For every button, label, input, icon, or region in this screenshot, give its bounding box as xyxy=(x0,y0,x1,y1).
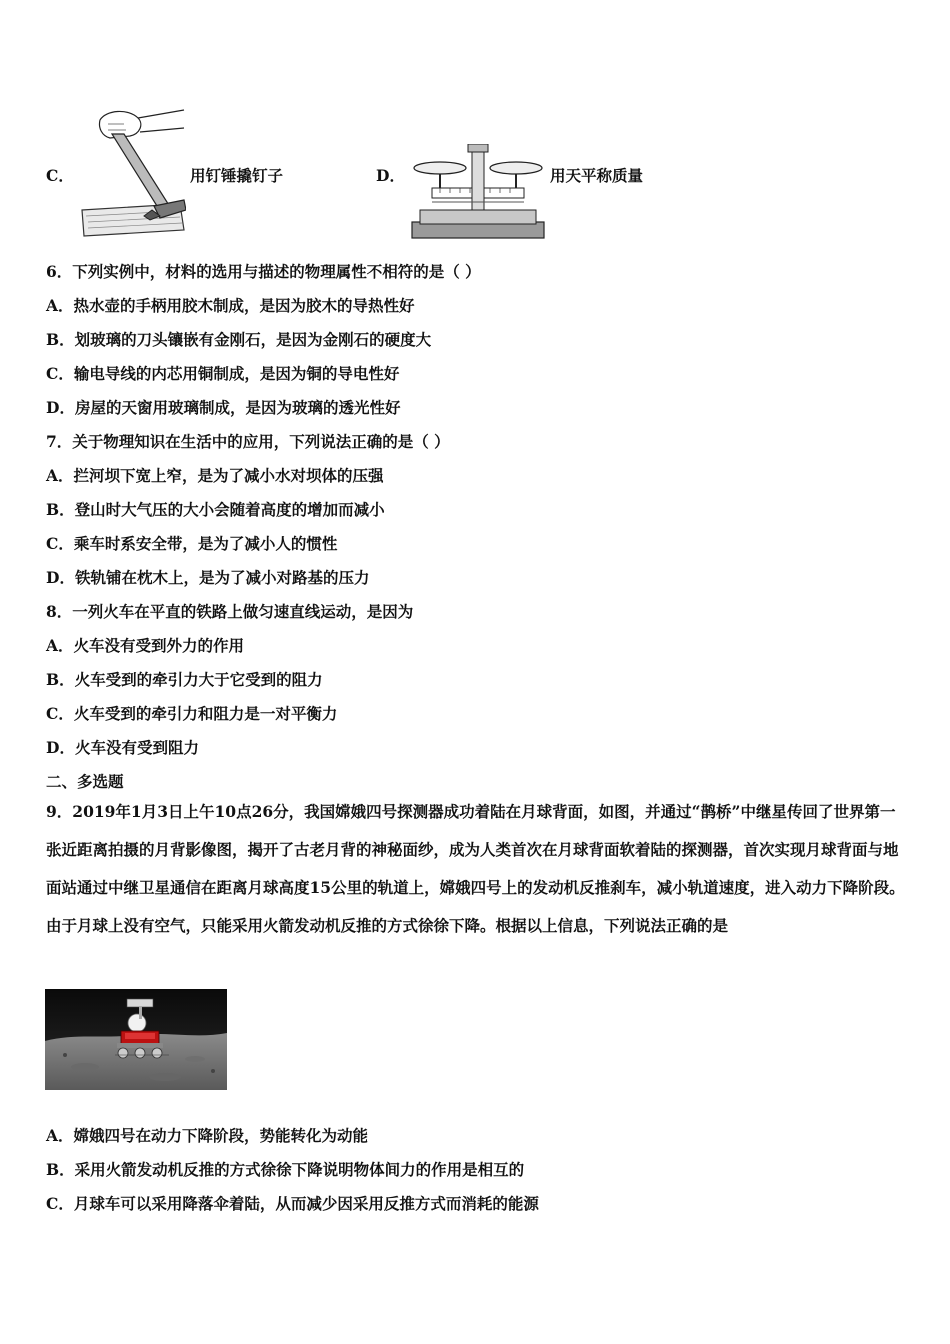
q6-option-a: A．热水壶的手柄用胶木制成，是因为胶木的导热性好 xyxy=(46,296,415,315)
q9-stem: 9．2019年1月3日上午10点26分，我国嫦娥四号探测器成功着陆在月球背面，如图，并通过“鹊桥”中继星传回了世界第一张近距离拍摄的月背影像图，揭开了古老月背的神秘面纱，成为人类首次在月球背面软着陆的探测器，首次实现月球背面与地面站通过中继卫星通信在距离月球高度15公里的轨道上，嫦娥四号上的发动机反推刹车，减小轨道速度，进入动力下降阶段。由于月球上没有空气，只能采用火箭发动机反推的方式徐徐下降。根据以上信息，下列说法正确的是 xyxy=(46,802,905,935)
balance-scale-image xyxy=(410,144,546,240)
q6-stem: 6．下列实例中，材料的选用与描述的物理属性不相符的是（ ） xyxy=(46,262,481,281)
q6-option-b: B．划玻璃的刀头镶嵌有金刚石，是因为金刚石的硬度大 xyxy=(46,330,432,349)
option-c-caption: 用钉锤撬钉子 xyxy=(190,166,284,185)
q7-stem: 7．关于物理知识在生活中的应用，下列说法正确的是（ ） xyxy=(46,432,450,451)
q8-option-c: C．火车受到的牵引力和阻力是一对平衡力 xyxy=(46,704,338,723)
hammer-prying-nail-image xyxy=(80,106,186,238)
section-title: 二、多选题 xyxy=(46,772,124,791)
option-d-caption: 用天平称质量 xyxy=(550,166,644,185)
q8-option-a: A．火车没有受到外力的作用 xyxy=(46,636,245,655)
lunar-rover-photo xyxy=(45,989,227,1090)
option-c-letter: C． xyxy=(46,166,74,185)
option-d-letter: D． xyxy=(376,166,405,185)
q7-option-b: B．登山时大气压的大小会随着高度的增加而减小 xyxy=(46,500,385,519)
q8-option-d: D．火车没有受到阻力 xyxy=(46,738,199,757)
q6-option-d: D．房屋的天窗用玻璃制成，是因为玻璃的透光性好 xyxy=(46,398,401,417)
q9-option-a: A．嫦娥四号在动力下降阶段，势能转化为动能 xyxy=(46,1126,369,1145)
q7-option-c: C．乘车时系安全带，是为了减小人的惯性 xyxy=(46,534,338,553)
q7-option-a: A．拦河坝下宽上窄，是为了减小水对坝体的压强 xyxy=(46,466,384,485)
q7-option-d: D．铁轨铺在枕木上，是为了减小对路基的压力 xyxy=(46,568,370,587)
option-c-block xyxy=(46,106,346,238)
q8-stem: 8．一列火车在平直的铁路上做匀速直线运动，是因为 xyxy=(46,602,414,621)
q9-option-b: B．采用火箭发动机反推的方式徐徐下降说明物体间力的作用是相互的 xyxy=(46,1160,525,1179)
q6-option-c: C．输电导线的内芯用铜制成，是因为铜的导电性好 xyxy=(46,364,400,383)
q8-option-b: B．火车受到的牵引力大于它受到的阻力 xyxy=(46,670,323,689)
option-d-block xyxy=(376,140,676,240)
q9-option-c: C．月球车可以采用降落伞着陆，从而减少因采用反推方式而消耗的能源 xyxy=(46,1194,539,1213)
